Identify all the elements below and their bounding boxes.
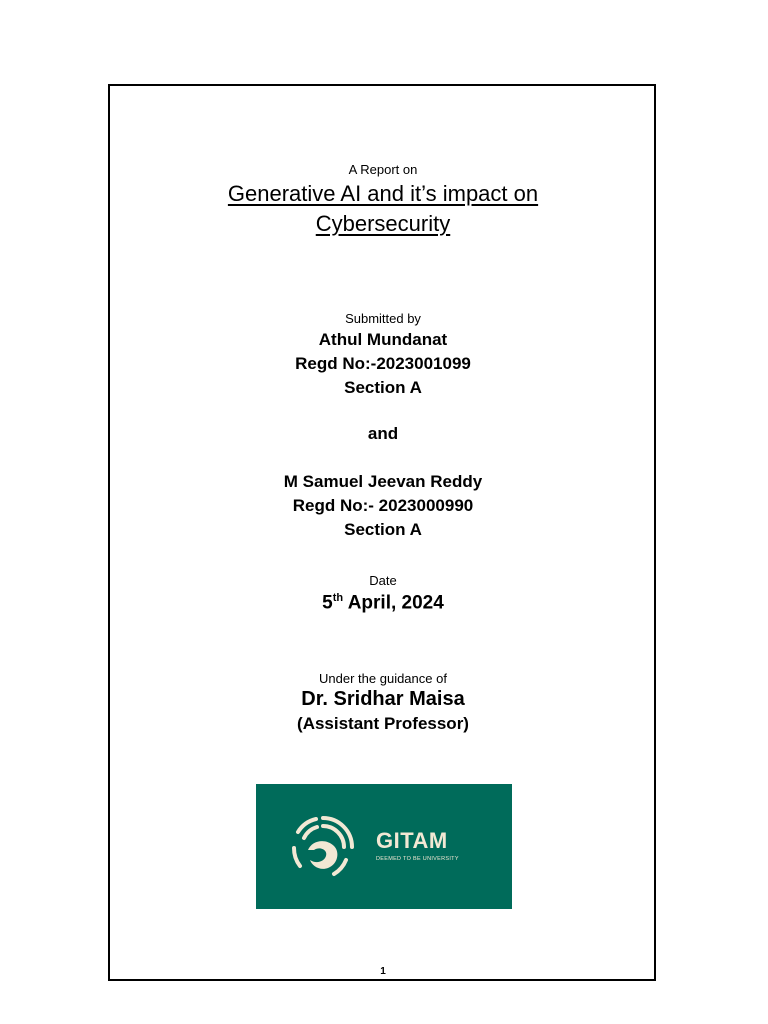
submitted-by-label: Submitted by: [345, 311, 421, 326]
student2-section: Section A: [344, 520, 422, 539]
gitam-emblem-icon: [286, 810, 360, 884]
logo-wordmark: GITAM: [376, 828, 448, 853]
guidance-label: Under the guidance of: [319, 671, 447, 686]
report-title-line2: Cybersecurity: [315, 211, 451, 236]
student1-section: Section A: [344, 378, 422, 397]
gitam-logo: [256, 784, 512, 909]
date-day: 5: [322, 592, 333, 614]
student2-name: M Samuel Jeevan Reddy: [283, 472, 483, 491]
student2-regd: Regd No:- 2023000990: [292, 496, 474, 515]
report-intro: A Report on: [348, 162, 418, 177]
date-label: Date: [369, 573, 397, 588]
student1-name: Athul Mundanat: [318, 330, 448, 349]
date-day-suffix: th: [332, 592, 344, 604]
logo-tagline: DEEMED TO BE UNIVERSITY: [376, 856, 459, 862]
guide-name: Dr. Sridhar Maisa: [301, 688, 465, 710]
report-title-line1: Generative AI and it’s impact on: [227, 181, 539, 206]
date-rest: April, 2024: [343, 592, 444, 614]
page-number: 1: [380, 966, 386, 977]
student1-regd: Regd No:-2023001099: [295, 354, 471, 373]
conjunction-and: and: [367, 424, 399, 443]
date-value: [108, 592, 658, 614]
guide-designation: (Assistant Professor): [297, 714, 469, 733]
